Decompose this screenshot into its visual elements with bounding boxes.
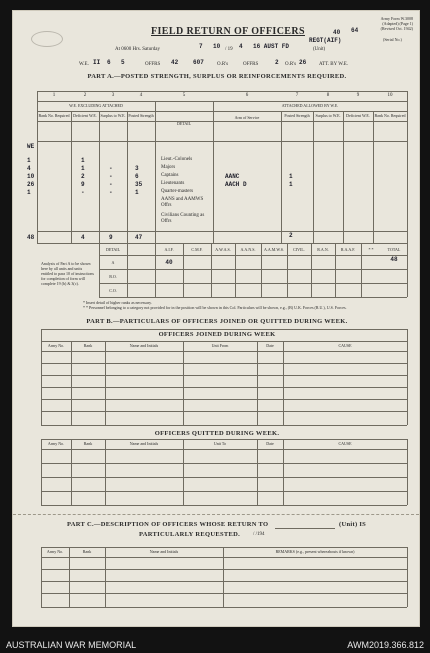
rank-qm: Quarter-masters — [161, 189, 194, 194]
col1-v1: 1 — [27, 157, 31, 164]
form-id: Army Form W.3008 — [380, 16, 413, 21]
quitted-col-unit: Unit To — [213, 441, 227, 446]
fold-line — [13, 514, 419, 515]
we-value: II — [93, 59, 101, 66]
analysis-h-awas: A.W.A.S. — [215, 247, 231, 252]
col3-v3: - — [109, 181, 113, 188]
quitted-col-army: Army No. — [47, 441, 65, 446]
c-col-rank: Rank — [82, 549, 92, 554]
analysis-h-raaf: R.A.A.F. — [340, 247, 356, 252]
c-col-army: Army No. — [46, 549, 64, 554]
col-num-9: 9 — [356, 93, 360, 98]
col4-v2: 6 — [135, 173, 139, 180]
sub-header-1: Bank No. Required — [38, 113, 70, 118]
ink-stamp — [31, 31, 63, 47]
analysis-row-bo: B.O. — [109, 274, 117, 279]
att-label: ATT. BY W.E. — [319, 62, 349, 67]
col2-v3: 2 — [81, 173, 85, 180]
rank-captains: Captains — [161, 173, 179, 178]
attached-header: ATTACHED ALLOWED BY W.E. — [281, 103, 339, 108]
archive-footer — [0, 636, 430, 653]
page-title: FIELD RETURN OF OFFICERS — [151, 26, 305, 37]
analysis-row-a: A — [111, 260, 115, 265]
analysis-h-detail: DETAIL — [105, 247, 121, 252]
analysis-total-value: 48 — [390, 256, 398, 263]
col1-v3: 10 — [27, 173, 35, 180]
or-value: 607 — [193, 59, 204, 66]
col1-v2: 4 — [27, 165, 31, 172]
we-label: W.E. — [79, 62, 89, 67]
analysis-row-co: C.O. — [109, 288, 117, 293]
offrs-value: 42 — [171, 59, 179, 66]
col2-v5: - — [81, 189, 85, 196]
analysis-h-total: TOTAL — [387, 247, 401, 252]
we-excl-header: W.E. EXCLUDING ATTACHED — [69, 103, 123, 108]
col-num-5: 5 — [182, 93, 186, 98]
analysis-h-aif: A.I.F. — [164, 247, 174, 252]
unit-extra: REGT(AIF) — [309, 37, 342, 44]
rank-lieutenants: Lieutenants — [161, 181, 185, 186]
total-c3: 9 — [109, 234, 113, 241]
col2-v2: 1 — [81, 165, 85, 172]
joined-col-date: Date — [266, 343, 274, 348]
we-sep: 6 — [107, 59, 111, 66]
col-num-4: 4 — [139, 93, 143, 98]
joined-col-name: Name and Initials — [129, 343, 159, 348]
joined-col-cause: CAUSE — [338, 343, 352, 348]
col1-v5: 1 — [27, 189, 31, 196]
unit-value: 16 AUST FD — [253, 43, 290, 50]
analysis-h-star: * * — [368, 247, 374, 252]
analysis-h-civil: CIVIL. — [293, 247, 305, 252]
total-c4: 47 — [135, 234, 143, 241]
part-a-title: PART A.—POSTED STRENGTH, SURPLUS OR REINFORCEMENTS REQUIRED. — [87, 73, 347, 80]
sub-header-7: Posted Strength — [284, 113, 310, 118]
col-num-10: 10 — [387, 93, 393, 98]
rank-aans: AANS and AAMWS Offrs — [161, 197, 204, 208]
sub-header-6: Arm of Service — [234, 115, 260, 120]
arm-aanc: AANC — [225, 173, 240, 180]
joined-col-unit: Unit From — [211, 343, 229, 348]
col4-v1: 3 — [135, 165, 139, 172]
rank-majors: Majors — [161, 165, 176, 170]
footnote-1: * Insert detail of higher ranks as necessary. — [83, 300, 152, 305]
total-c7: 2 — [289, 232, 293, 239]
col-num-6: 6 — [245, 93, 249, 98]
offrs2-value: 2 — [275, 59, 279, 66]
col-num-1: 1 — [52, 93, 56, 98]
arm-aach: AACH D — [225, 181, 247, 188]
total-c2: 4 — [81, 234, 85, 241]
col3-v2: - — [109, 173, 113, 180]
sub-header-10: Bank No. Required — [374, 113, 406, 118]
col4-v3: 35 — [135, 181, 143, 188]
col7-v2: 1 — [289, 181, 293, 188]
analysis-h-aamws: A.A.M.W.S. — [264, 247, 284, 252]
col3-v4: - — [109, 189, 113, 196]
form-adapted: (Adapted) (Page 1) — [382, 21, 413, 26]
form-revised: (Revised Oct. 1942) — [380, 26, 413, 31]
analysis-h-ran: R.A.N. — [317, 247, 329, 252]
quitted-col-cause: CAUSE — [338, 441, 352, 446]
part-c-title: PART C.—DESCRIPTION OF OFFICERS WHOSE RETURN TO — [67, 521, 269, 528]
col2-v1: 1 — [81, 157, 85, 164]
rank-civilians: Civilians Counting as Offrs — [161, 213, 205, 224]
part-c-date: / /194 — [253, 532, 265, 537]
serial-value: 64 — [351, 27, 359, 34]
sub-header-4: Posted Strength — [128, 113, 154, 118]
c-col-remarks: REMARKS (e.g., present whereabouts if known) — [275, 549, 355, 554]
col-num-2: 2 — [83, 93, 87, 98]
serial-label: (Serial No.) — [383, 37, 402, 42]
col2-v4: 9 — [81, 181, 85, 188]
or2-value: 26 — [299, 59, 307, 66]
joined-title: OFFICERS JOINED DURING WEEK — [158, 331, 276, 338]
quitted-col-rank: Rank — [83, 441, 93, 446]
rank-lt-col: Lieut.-Colonels — [161, 157, 193, 162]
quitted-col-date: Date — [266, 441, 274, 446]
part-b-title: PART B.—PARTICULARS OF OFFICERS JOINED OR QUITTED DURING WEEK. — [86, 318, 348, 325]
or2-label: O.R's — [285, 62, 297, 67]
date-day: 7 — [199, 43, 203, 50]
col-num-7: 7 — [295, 93, 299, 98]
sub-header-2: Deficient W.E. — [73, 113, 97, 118]
offrs-label: OFFRS — [145, 62, 161, 67]
col1-v4: 26 — [27, 181, 35, 188]
quitted-title: OFFICERS QUITTED DURING WEEK. — [154, 430, 280, 437]
col1-we: WE — [27, 143, 35, 150]
part-c-subtitle: PARTICULARLY REQUESTED. — [139, 531, 241, 538]
col4-v4: 1 — [135, 189, 139, 196]
or-label: O.R's — [217, 62, 229, 67]
sub-header-3: Surplus to W.E. — [100, 113, 126, 118]
serial-prefix: 40 — [333, 29, 341, 36]
sub-header-9: Deficient W.E. — [346, 113, 370, 118]
analysis-aif-value: 40 — [165, 259, 173, 266]
date-year-prefix: / 19 — [225, 47, 233, 52]
joined-col-rank: Rank — [83, 343, 93, 348]
date-month: 10 — [213, 43, 221, 50]
date-year: 4 — [239, 43, 243, 50]
c-col-name: Name and Initials — [149, 549, 179, 554]
form-paper — [12, 10, 420, 627]
col-num-8: 8 — [326, 93, 330, 98]
total-c1: 48 — [27, 234, 35, 241]
at-label: At 0600 Hrs. Saturday — [115, 47, 160, 52]
detail-header: DETAIL — [176, 121, 192, 126]
part-c-title-end: (Unit) IS — [339, 521, 367, 528]
footnote-2: * * Personnel belonging to a category not provided for in the position will be shown in this Col. Particulars will be shown, e.g., (B) U.K. Forces (R.U.), U.S. Forces. — [83, 305, 347, 310]
unit-label: (Unit) — [313, 47, 326, 52]
we-sub: 5 — [121, 59, 125, 66]
joined-col-army: Army No. — [47, 343, 65, 348]
analysis-h-aans: A.A.N.S. — [240, 247, 256, 252]
sub-header-8: Surplus to W.E. — [315, 113, 341, 118]
offrs2-label: OFFRS — [243, 62, 259, 67]
col7-v1: 1 — [289, 173, 293, 180]
col3-v1: - — [109, 165, 113, 172]
footer-right: AWM2019.366.812 — [347, 639, 424, 650]
analysis-h-cmf: C.M.F. — [191, 247, 203, 252]
footer-left: AUSTRALIAN WAR MEMORIAL — [6, 639, 137, 650]
analysis-note: Analysis of Part A to be shown here by all units and units entitled to para 10 of instructions for completion of form will complete 19 (b) & 3(c). — [41, 261, 94, 286]
quitted-col-name: Name and Initials — [129, 441, 159, 446]
col-num-3: 3 — [111, 93, 115, 98]
